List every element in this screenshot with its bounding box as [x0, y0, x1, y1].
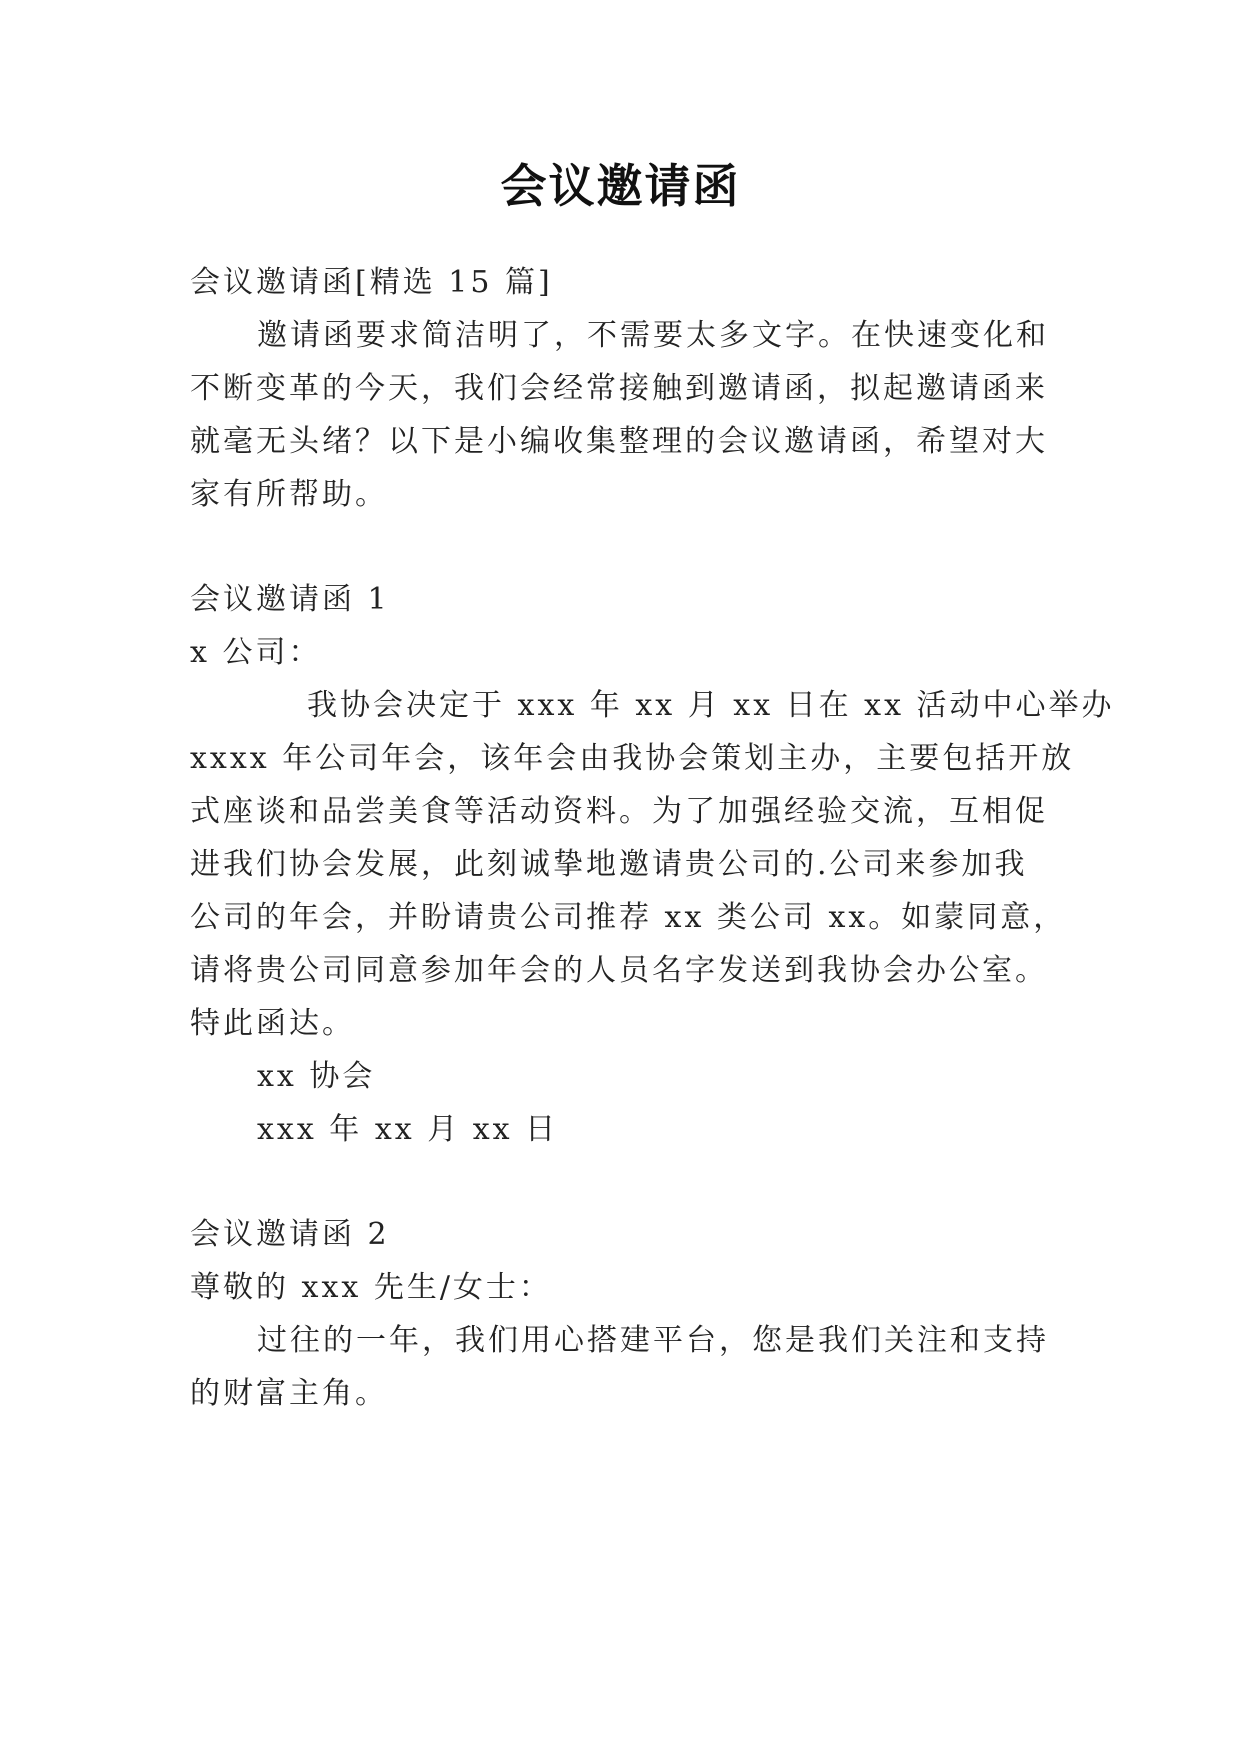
section-1-body-line: xxxx 年公司年会，该年会由我协会策划主办，主要包括开放: [190, 741, 1075, 776]
intro-line: 就毫无头绪？以下是小编收集整理的会议邀请函，希望对大: [190, 424, 1048, 459]
section-1-body-line: 进我们协会发展，此刻诚挚地邀请贵公司的.公司来参加我: [190, 847, 1028, 882]
section-1-body-line: 式座谈和品尝美食等活动资料。为了加强经验交流，互相促: [190, 794, 1048, 829]
intro-line: 不断变革的今天，我们会经常接触到邀请函，拟起邀请函来: [190, 371, 1048, 406]
document-title: 会议邀请函: [500, 159, 741, 213]
section-1-body-line: 特此函达。: [190, 1006, 355, 1041]
section-2-body-line: 过往的一年，我们用心搭建平台，您是我们关注和支持: [257, 1323, 1049, 1358]
section-2-salutation: 尊敬的 xxx 先生/女士：: [190, 1270, 552, 1305]
intro-line: 家有所帮助。: [190, 477, 388, 512]
section-2-body-line: 的财富主角。: [190, 1376, 388, 1411]
section-2-heading: 会议邀请函 2: [190, 1217, 390, 1252]
section-1-signature: xx 协会: [257, 1059, 376, 1094]
section-1-date: xxx 年 xx 月 xx 日: [257, 1112, 559, 1147]
section-1-body-line: 公司的年会，并盼请贵公司推荐 xx 类公司 xx。如蒙同意，: [190, 900, 1067, 935]
section-1-body-line: 请将贵公司同意参加年会的人员名字发送到我协会办公室。: [190, 953, 1048, 988]
intro-line: 邀请函要求简洁明了，不需要太多文字。在快速变化和: [257, 318, 1049, 353]
section-1-body-line: 我协会决定于 xxx 年 xx 月 xx 日在 xx 活动中心举办: [307, 688, 1115, 723]
section-1-salutation: x 公司：: [190, 635, 322, 670]
header-line: 会议邀请函[精选 15 篇]: [190, 265, 553, 300]
section-1-heading: 会议邀请函 1: [190, 582, 390, 617]
